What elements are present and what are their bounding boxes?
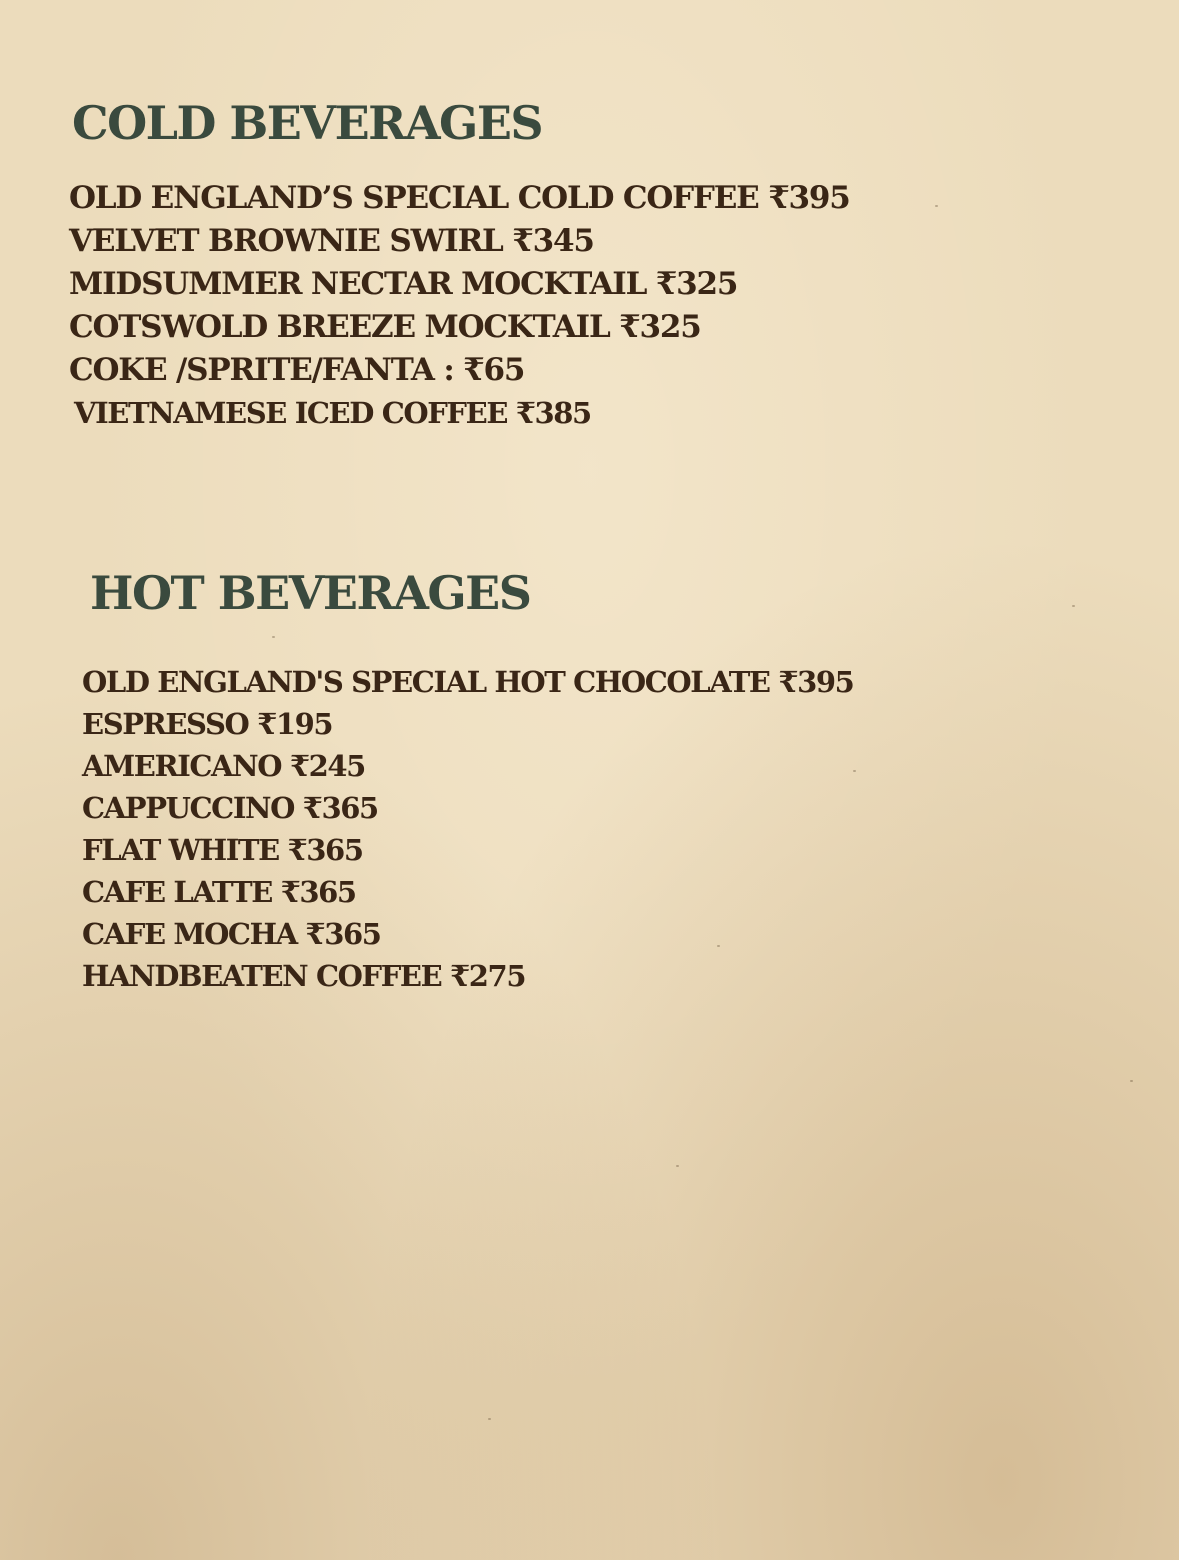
menu-item: HANDBEATEN COFFEE ₹275 (82, 959, 526, 993)
menu-item: OLD ENGLAND'S SPECIAL HOT CHOCOLATE ₹395 (82, 665, 854, 699)
menu-item: FLAT WHITE ₹365 (82, 833, 363, 867)
paper-speck (488, 1418, 491, 1420)
menu-item: VELVET BROWNIE SWIRL ₹345 (69, 223, 594, 259)
paper-speck (272, 636, 275, 638)
menu-item: VIETNAMESE ICED COFFEE ₹385 (74, 396, 591, 430)
menu-item: OLD ENGLAND’S SPECIAL COLD COFFEE ₹395 (69, 180, 850, 216)
cold-beverages-list (69, 177, 850, 435)
menu-item: MIDSUMMER NECTAR MOCKTAIL ₹325 (69, 266, 738, 302)
menu-item: ESPRESSO ₹195 (82, 707, 333, 741)
cold-beverages-title: COLD BEVERAGES (72, 96, 543, 150)
paper-speck (676, 1165, 679, 1167)
menu-item: AMERICANO ₹245 (82, 749, 365, 783)
paper-speck (1130, 1080, 1133, 1082)
hot-beverages-list (82, 661, 853, 997)
menu-item: CAFE MOCHA ₹365 (82, 917, 381, 951)
menu-item: COTSWOLD BREEZE MOCKTAIL ₹325 (69, 309, 701, 345)
hot-beverages-title: HOT BEVERAGES (90, 566, 531, 620)
menu-item: CAPPUCCINO ₹365 (82, 791, 378, 825)
paper-speck (935, 205, 938, 207)
menu-item: CAFE LATTE ₹365 (82, 875, 356, 909)
menu-item: COKE /SPRITE/FANTA : ₹65 (69, 352, 525, 388)
paper-speck (1072, 605, 1075, 607)
